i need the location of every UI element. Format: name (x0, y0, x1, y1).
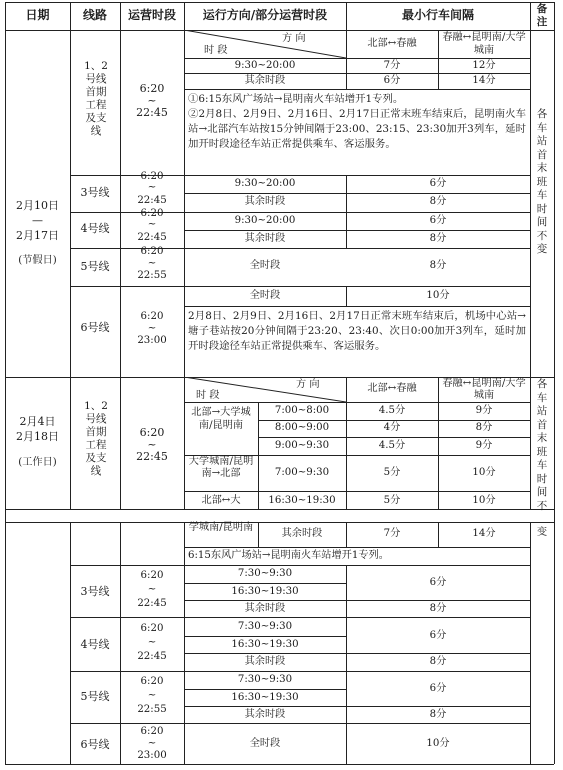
workday-l12-period-2: 9:00~9:30 (274, 440, 330, 451)
holiday-corner-period: 时 段 (204, 45, 228, 56)
holiday-l3-name: 3号线 (80, 186, 110, 199)
holiday-l6-period-0: 全时段 (249, 290, 281, 301)
holiday-l4-name: 4号线 (80, 222, 110, 235)
holiday-l3-hours-end: 22:45 (137, 195, 167, 206)
holiday-l12-note2: ②2月8日、2月9日、2月16日、2月17日正常末班车结束后，昆明南火车站→北部汽车站按15分钟间隔于23:00、23:15、23:30加开3列车，延时加开时段途径车站正常提供乘车、客运服务。 (188, 108, 526, 150)
header-remark: 备注 (536, 3, 548, 28)
workday-l12-period-0: 7:00~8:00 (274, 405, 330, 416)
holiday-l12-hours-sep: ~ (147, 94, 157, 107)
workday-l4-hours-start: 6:20 (140, 623, 164, 634)
workday-l4-hours-sep: ~ (147, 637, 157, 648)
workday-l12-b-3: 10分 (472, 467, 496, 478)
workday-l12-period-5: 其余时段 (281, 528, 323, 539)
holiday-l4-hours-sep: ~ (147, 219, 157, 230)
holiday-l5-period-0: 全时段 (249, 260, 281, 271)
holiday-col-north-chunrong: 北部↔春融 (367, 38, 417, 49)
holiday-corner-direction: 方 向 (282, 33, 306, 44)
workday-l12-b-4: 10分 (472, 495, 496, 506)
holiday-l12-hours-start: 6:20 (139, 82, 165, 95)
page-break-gap (0, 510, 563, 522)
workday-l12-name: 1、2号线首期工程及支线 (84, 400, 108, 477)
workday-l6-hours-start: 6:20 (140, 726, 164, 737)
workday-l12-b-2: 9分 (475, 440, 493, 451)
workday-l4-other: 8分 (429, 656, 447, 667)
workday-l12-dir2: 大学城南/昆明南→北部 (188, 456, 254, 479)
workday-l12-period-3: 7:00~9:30 (274, 467, 330, 478)
workday-l5-period-2: 其余时段 (244, 709, 286, 720)
workday-l6-value-0: 10分 (426, 738, 450, 749)
workday-l12-a-3: 5分 (383, 467, 401, 478)
holiday-l4-hours-end: 22:45 (137, 232, 167, 243)
holiday-l4-period-1: 其余时段 (244, 233, 286, 244)
holiday-l4-period-0: 9:30~20:00 (234, 215, 296, 226)
workday-l12-b-5: 14分 (472, 528, 496, 539)
holiday-l12-b-0: 12分 (472, 60, 496, 71)
holiday-date-dash: — (32, 214, 43, 227)
workday-l5-peak: 6分 (429, 683, 447, 694)
holiday-l6-note: 2月8日、2月9日、2月16日、2月17日正常末班车结束后，机场中心站→塘子巷站按20分钟间隔于23:20、23:40、次日0:00加开3列车，延时加开时段途径车站正常提供乘车、客运服务。 (188, 310, 526, 352)
workday-l5-name: 5号线 (80, 690, 110, 703)
workday-l6-period-0: 全时段 (249, 738, 281, 749)
header-date: 日期 (25, 8, 50, 22)
workday-l12-a-0: 4.5分 (378, 405, 406, 416)
workday-note: (工作日) (18, 457, 57, 468)
workday-l12-a-1: 4分 (383, 422, 401, 433)
workday-l3-period-1: 16:30~19:30 (231, 586, 299, 597)
holiday-remark: 各车站首末班车时间不变 (536, 108, 548, 255)
workday-l4-period-0: 7:30~9:30 (237, 621, 293, 632)
holiday-l5-hours-sep: ~ (147, 258, 157, 269)
header-line: 线路 (82, 8, 107, 22)
workday-l6-hours-end: 23:00 (137, 750, 167, 761)
workday-col-north-chunrong: 北部↔春融 (367, 383, 417, 394)
holiday-l6-name: 6号线 (80, 321, 110, 334)
workday-l5-other: 8分 (429, 709, 447, 720)
workday-l12-b-0: 9分 (475, 405, 493, 416)
header-min-interval: 最小行车间隔 (401, 8, 474, 22)
workday-l12-note: 6:15东风广场站→昆明南火车站增开1专列。 (188, 550, 389, 561)
workday-l12-b-1: 8分 (475, 422, 493, 433)
holiday-l4-hours-start: 6:20 (140, 208, 164, 219)
workday-l5-period-1: 16:30~19:30 (231, 692, 299, 703)
workday-l5-hours-end: 22:55 (137, 704, 167, 715)
holiday-date-to: 2月17日 (16, 229, 59, 242)
holiday-l12-name: 1、2号线首期工程及支线 (84, 60, 108, 137)
workday-corner-direction: 方 向 (296, 379, 320, 390)
workday-l12-hours-end: 22:45 (136, 450, 168, 463)
workday-l12-a-4: 5分 (383, 495, 401, 506)
workday-l3-other: 8分 (429, 603, 447, 614)
holiday-l3-value-0: 6分 (429, 178, 447, 189)
holiday-l6-hours-end: 23:00 (137, 335, 167, 346)
holiday-l4-value-0: 6分 (429, 215, 447, 226)
workday-l12-period-1: 8:00~9:00 (274, 422, 330, 433)
workday-l4-peak: 6分 (429, 630, 447, 641)
holiday-l5-value-0: 8分 (429, 260, 447, 271)
header-operating-hours: 运营时段 (127, 8, 176, 22)
workday-l6-name: 6号线 (80, 738, 110, 751)
holiday-l5-name: 5号线 (80, 260, 110, 273)
holiday-l12-hours-end: 22:45 (136, 106, 168, 119)
workday-l12-a-5: 7分 (383, 528, 401, 539)
workday-date-from: 2月4日 (19, 415, 56, 428)
workday-l4-period-2: 其余时段 (244, 656, 286, 667)
holiday-date-from: 2月10日 (16, 199, 59, 212)
workday-l3-name: 3号线 (80, 585, 110, 598)
workday-l12-dir3-bottom: 学城南/昆明南 (188, 522, 254, 533)
holiday-l3-period-0: 9:30~20:00 (234, 178, 296, 189)
workday-l12-a-2: 4.5分 (378, 440, 406, 451)
holiday-l12-a-1: 6分 (383, 75, 401, 86)
workday-remark-top: 各车站首末班车时间不 (536, 378, 548, 512)
workday-l5-hours-start: 6:20 (140, 676, 164, 687)
workday-corner-period: 时 段 (196, 390, 220, 401)
holiday-l3-hours-sep: ~ (147, 182, 157, 193)
holiday-l3-value-1: 8分 (429, 196, 447, 207)
workday-l3-period-2: 其余时段 (244, 603, 286, 614)
workday-l3-hours-start: 6:20 (140, 570, 164, 581)
workday-l4-period-1: 16:30~19:30 (231, 639, 299, 650)
holiday-l3-hours-start: 6:20 (140, 171, 164, 182)
holiday-l5-hours-end: 22:55 (137, 270, 167, 281)
holiday-l12-note1: ①6:15东风广场站→昆明南火车站增开1专列。 (188, 93, 404, 105)
holiday-l3-period-1: 其余时段 (244, 196, 286, 207)
workday-l5-period-0: 7:30~9:30 (237, 674, 293, 685)
holiday-l12-period-1: 其余时段 (244, 75, 286, 86)
workday-l12-hours-sep: ~ (147, 438, 157, 451)
holiday-l12-period-0: 9:30~20:00 (234, 60, 296, 71)
workday-l4-hours-end: 22:45 (137, 651, 167, 662)
holiday-note: (节假日) (18, 255, 57, 266)
workday-remark-bottom: 变 (536, 527, 548, 538)
workday-l5-hours-sep: ~ (147, 690, 157, 701)
workday-l12-period-4: 16:30~19:30 (268, 495, 336, 506)
holiday-l6-value-0: 10分 (426, 290, 450, 301)
holiday-l6-hours-sep: ~ (147, 323, 157, 334)
workday-l3-hours-sep: ~ (147, 584, 157, 595)
workday-l12-dir1: 北部→大学城南/昆明南 (191, 407, 251, 431)
workday-l12-hours-start: 6:20 (139, 426, 165, 439)
workday-date-to: 2月18日 (16, 430, 59, 443)
holiday-l4-value-1: 8分 (429, 233, 447, 244)
workday-l12-dir3-top: 北部↔大 (201, 495, 241, 506)
workday-col-chunrong-south: 春融↔昆明南/大学城南 (442, 378, 526, 401)
header-direction: 运行方向/部分运营时段 (202, 8, 328, 22)
workday-l4-name: 4号线 (80, 638, 110, 651)
holiday-l6-hours-start: 6:20 (140, 311, 164, 322)
holiday-col-chunrong-south: 春融↔昆明南/大学城南 (442, 32, 526, 56)
holiday-l5-hours-start: 6:20 (140, 246, 164, 257)
workday-l3-hours-end: 22:45 (137, 598, 167, 609)
workday-l6-hours-sep: ~ (147, 738, 157, 749)
holiday-l12-b-1: 14分 (472, 75, 496, 86)
workday-l3-peak: 6分 (429, 577, 447, 588)
holiday-l12-a-0: 7分 (383, 60, 401, 71)
workday-l3-period-0: 7:30~9:30 (237, 568, 293, 579)
